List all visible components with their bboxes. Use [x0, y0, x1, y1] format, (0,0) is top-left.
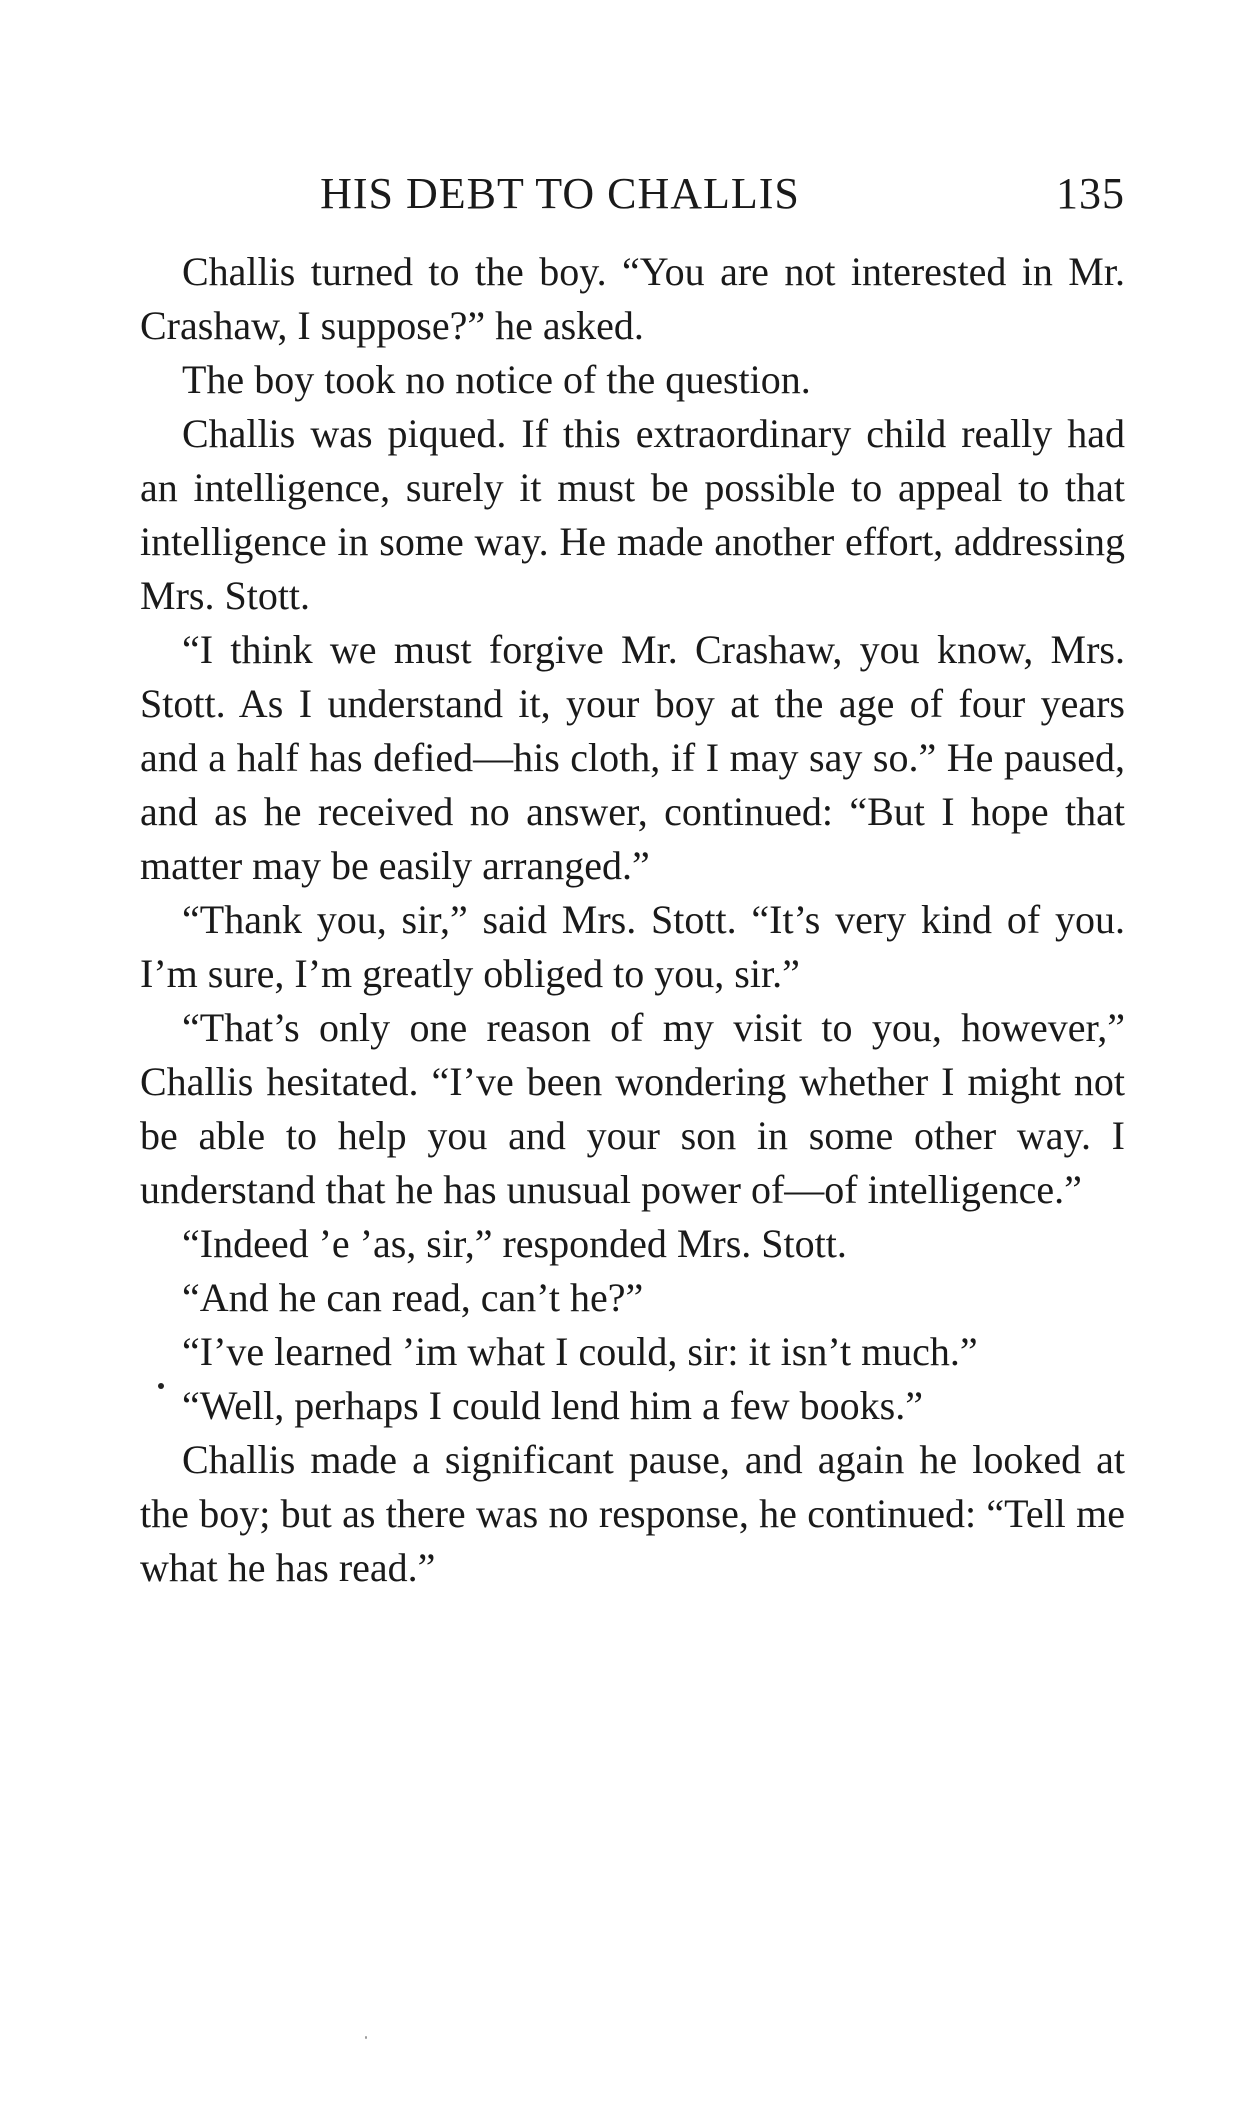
paragraph: Challis made a significant pause, and again he looked at the boy; but as there was no response, he continued: “Tell me what he has read.” [140, 1437, 1125, 1590]
running-title: HIS DEBT TO CHALLIS [320, 169, 800, 218]
paragraph: Challis was piqued. If this extraordinary child really had an intelligence, surely it must be possible to appeal to that intelligence in some way. He made another effort, addressing Mrs. Stott. [140, 411, 1125, 618]
paragraph: “Indeed ’e ’as, sir,” responded Mrs. Stott. [182, 1221, 847, 1266]
paragraph: “And he can read, can’t he?” [182, 1275, 644, 1320]
body-text [140, 245, 1125, 1595]
paragraph: Challis turned to the boy. “You are not interested in Mr. Crashaw, I suppose?” he asked. [140, 249, 1125, 348]
ink-speck [158, 1383, 164, 1389]
running-head [140, 168, 1125, 224]
paragraph: “Well, perhaps I could lend him a few books.” [182, 1383, 923, 1428]
paragraph: “Thank you, sir,” said Mrs. Stott. “It’s very kind of you. I’m sure, I’m greatly obliged to you, sir.” [140, 897, 1125, 996]
paragraph: “I’ve learned ’im what I could, sir: it isn’t much.” [182, 1329, 978, 1374]
ink-speck [365, 2036, 367, 2039]
paragraph: “That’s only one reason of my visit to you, however,” Challis hesitated. “I’ve been wondering whether I might not be able to help you and your son in some other way. I understand that he has unusual power of—of intelligence.” [140, 1005, 1125, 1212]
paragraph: “I think we must forgive Mr. Crashaw, you know, Mrs. Stott. As I understand it, your boy at the age of four years and a half has defied—his cloth, if I may say so.” He paused, and as he received no answer, continued: “But I hope that matter may be easily arranged.” [140, 627, 1125, 888]
paragraph: The boy took no notice of the question. [182, 357, 811, 402]
page-number: 135 [1056, 169, 1125, 218]
